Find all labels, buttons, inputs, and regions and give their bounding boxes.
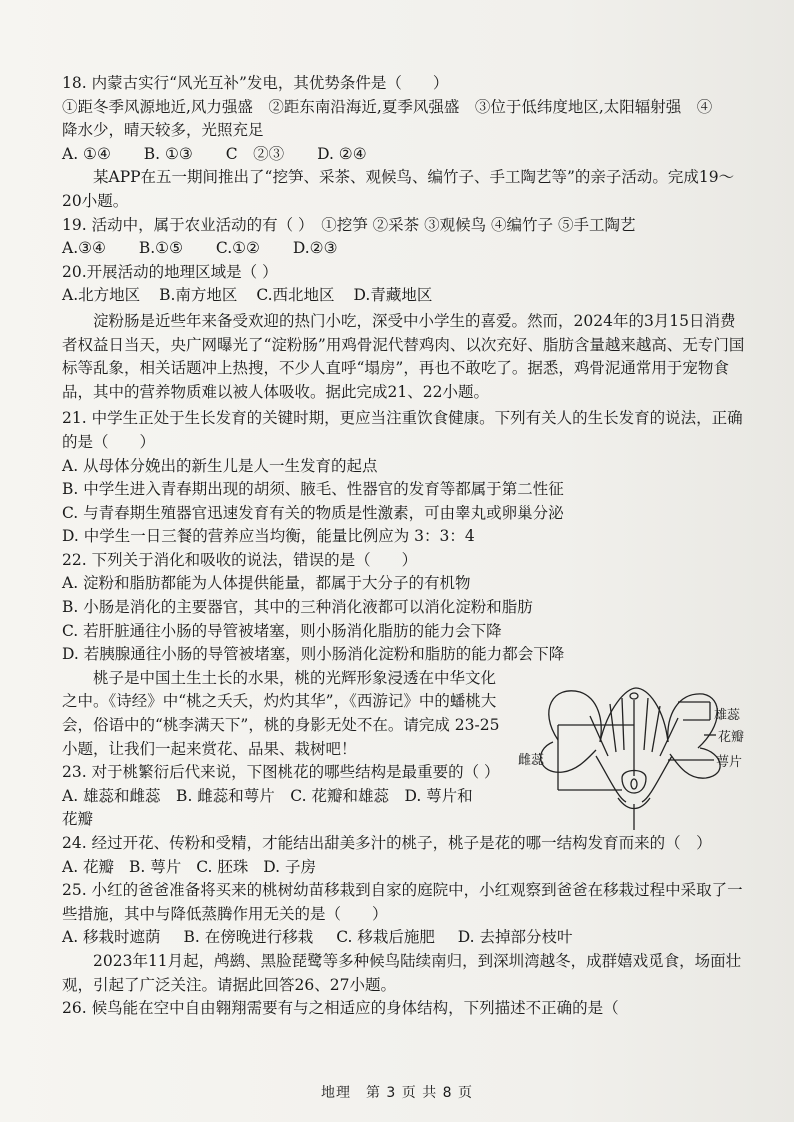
question-23-options-line2: 花瓣 [62,810,94,829]
option-b: B. ①③ [143,144,193,163]
passage-23-25-line4: 小题，让我们一起来赏花、品果、栽树吧！ [62,739,357,758]
question-25-options [62,926,746,950]
option-d: D. 去掉部分枝叶 [457,928,573,947]
option-a: A. 花瓣 [62,857,115,876]
passage-23-25-line1: 桃子是中国土生土长的水果，桃的光辉形象浸透在中华文化 [93,668,497,687]
page-footer: 地理 第 3 页 共 8 页 [320,1085,474,1101]
label-petal: 花瓣 [718,730,745,745]
question-20-stem: 20.开展活动的地理区域是（ ） [62,262,278,281]
question-24-options [62,856,746,880]
peach-flower-diagram [518,680,768,830]
question-18-stem: 18. 内蒙古实行“风光互补”发电，其优势条件是（ ） [62,74,449,92]
question-26-stem: 26. 候鸟能在空中自由翱翔需要有与之相适应的身体结构，下列描述不正确的是（ [62,999,619,1018]
option-c: C.西北地区 [256,286,335,305]
option-c: C ②③ [225,144,285,163]
option-b: B.①⑤ [138,239,183,258]
passage-23-25-line2: 之中。《诗经》中“桃之夭夭，灼灼其华”，《西游记》中的蟠桃大 [62,692,497,711]
question-19-options [62,237,746,261]
option-a: A.北方地区 [62,286,141,305]
question-22-option-a: A. 淀粉和脂肪都能为人体提供能量，都属于大分子的有机物 [62,574,471,593]
exam-content [62,72,746,1021]
label-pistil: 雌蕊 [518,753,545,768]
option-b: B. 在傍晚进行移栽 [183,928,314,947]
label-stamen: 雄蕊 [714,708,741,723]
option-c: C. 胚珠 [196,857,249,876]
question-23-stem: 23. 对于桃繁衍后代来说，下图桃花的哪些结构是最重要的（ ） [62,763,500,782]
question-19-stem: 19. 活动中，属于农业活动的有（ ） ①挖笋 ②采茶 ③观候鸟 ④编竹子 ⑤手工陶艺 [62,215,636,234]
question-25-stem: 25. 小红的爸爸准备将买来的桃树幼苗移栽到自家的庭院中，小红观察到爸爸在移栽过程中采取了一些措施，其中与降低蒸腾作用无关的是（ ） [62,881,743,923]
option-c: C. 移栽后施肥 [336,928,435,947]
question-21-option-b: B. 中学生进入青春期出现的胡须、腋毛、性器官的发育等都属于第二性征 [62,480,564,499]
question-24-stem: 24. 经过开花、传粉和受精，才能结出甜美多汁的桃子，桃子是花的哪一结构发育而来的（ ） [62,834,712,852]
question-18-options [62,143,746,167]
question-21-option-c: C. 与青春期生殖器官迅速发育有关的物质是性激素，可由睾丸或卵巢分泌 [62,503,564,522]
label-sepal: 萼片 [716,755,743,770]
question-22-option-c: C. 若肝脏通往小肠的导管被堵塞，则小肠消化脂肪的能力会下降 [62,621,502,640]
question-22-option-b: B. 小肠是消化的主要器官，其中的三种消化液都可以消化淀粉和脂肪 [62,598,533,617]
option-a: A. ①④ [62,144,111,163]
question-21-option-d: D. 中学生一日三餐的营养应当均衡，能量比例应为 3：3：4 [62,527,475,546]
question-21-stem: 21. 中学生正处于生长发育的关键时期，更应当注重饮食健康。下列有关人的生长发育的说法，正确的是（ ） [62,409,743,451]
question-22-stem: 22. 下列关于消化和吸收的说法，错误的是（ ） [62,550,418,569]
passage-23-25-line3: 会，俗语中的“桃李满天下”，桃的身影无处不在。请完成 23-25 [62,716,500,735]
question-20-options [62,284,746,308]
option-d: D.青藏地区 [353,286,433,305]
passage-21-22: 淀粉肠是近些年来备受欢迎的热门小吃，深受中小学生的喜爱。然而，2024年的3月15日消费者权益日当天，央广网曝光了“淀粉肠”用鸡骨泥代替鸡肉、以次充好、脂肪含量越来越高、无专门国标等乱象，相关话题冲上热搜，不少人直呼“塌房”，再也不敢吃了。据悉，鸡骨泥通常用于宠物食品，其中的营养物质难以被人体吸收。据此完成21、22小题。 [62,311,745,401]
option-d: D. ②④ [317,144,367,163]
question-22-option-d: D. 若胰腺通往小肠的导管被堵塞，则小肠消化淀粉和脂肪的能力都会下降 [62,645,565,664]
option-b: B.南方地区 [159,286,238,305]
question-21-option-a: A. 从母体分娩出的新生儿是人一生发育的起点 [62,456,378,475]
option-a: A.③④ [62,239,106,258]
passage-26-27: 2023年11月起，鸬鹚、黑脸琵鹭等多种候鸟陆续南归，到深圳湾越冬，成群嬉戏觅食，场面壮观，引起了广泛关注。请据此回答26、27小题。 [62,951,742,994]
option-a: A. 移栽时遮荫 [62,928,161,947]
question-18-conditions-line1: ①距冬季风源地近,风力强盛 ②距东南沿海近,夏季风强盛 ③位于低纬度地区,太阳辐射强 ④ [62,97,713,116]
question-23-options-line1: A. 雄蕊和雌蕊 B. 雌蕊和萼片 C. 花瓣和雄蕊 D. 萼片和 [62,786,473,805]
question-18-conditions-line2: 降水少，晴天较多，光照充足 [62,121,264,140]
option-b: B. 萼片 [129,857,182,876]
option-c: C.①② [215,239,260,258]
option-d: D.②③ [292,239,338,258]
option-d: D. 子房 [263,857,317,876]
passage-19-20: 某APP在五一期间推出了“挖笋、采茶、观候鸟、编竹子、手工陶艺等”的亲子活动。完成19～20小题。 [62,168,735,210]
